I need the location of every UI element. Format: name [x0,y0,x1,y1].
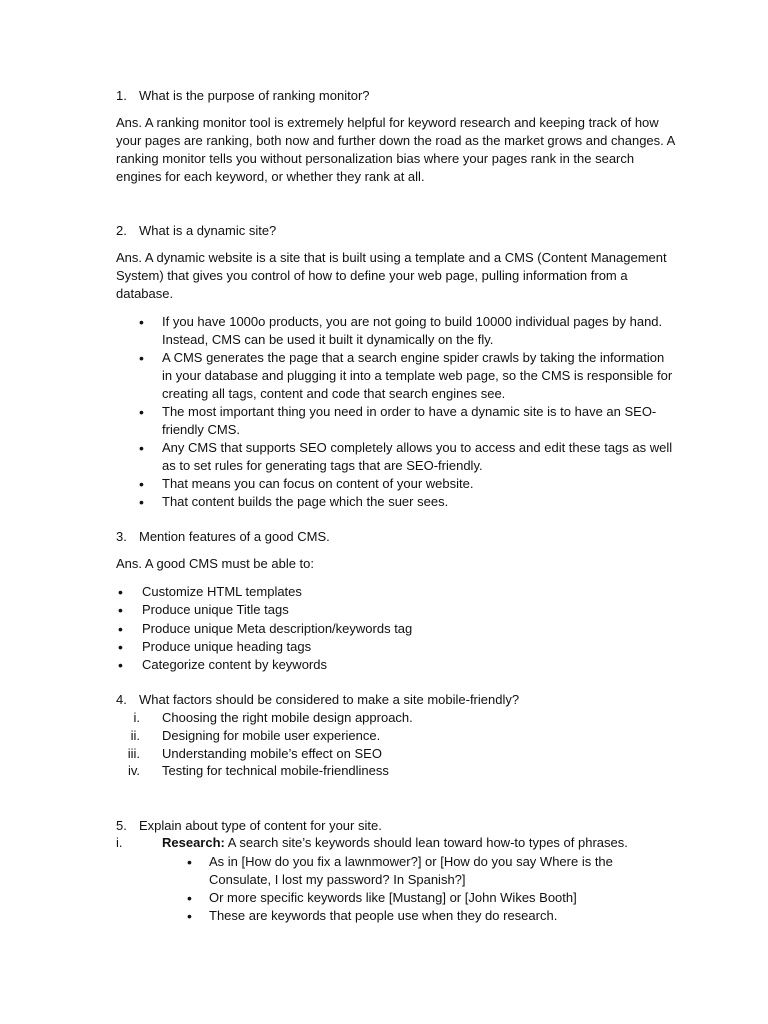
roman-numeral: ii. [130,728,140,743]
question-number: 1. [116,88,127,103]
roman-numeral: i. [116,835,123,850]
bullet-item: • Produce unique Title tags [142,601,289,619]
bullet-item: • That means you can focus on content of your website. [162,475,677,493]
question-3 [116,528,330,546]
bullet-item: • Categorize content by keywords [142,656,327,674]
question-1 [116,87,370,105]
question-text: Mention features of a good CMS. [139,529,330,544]
answer-3: Ans. A good CMS must be able to: [116,556,315,571]
list-item-text: Choosing the right mobile design approach. [162,710,413,725]
answer-1: Ans. A ranking monitor tool is extremely helpful for keyword research and keeping track of how your pages are ranking, both now and further down the road as the market grows and changes. A ranking monitor tells you without personalization bias where your pages rank in the search engines for each keyword, or whether they rank at all. [116,115,675,184]
question-text: What factors should be considered to make a site mobile-friendly? [139,692,520,707]
bullet-item: • A CMS generates the page that a search engine spider crawls by taking the information in your database and plugging it into a template web page, so the CMS is responsible for creating all tags, content and code that search engines see. [162,349,677,403]
question-4 [116,691,519,709]
bullet-item: • Customize HTML templates [142,583,302,601]
question-2 [116,222,276,240]
bullet-item: • These are keywords that people use when they do research. [209,907,629,925]
answer-2: Ans. A dynamic website is a site that is built using a template and a CMS (Content Management System) that gives you control of how to define your web page, pulling information from a database. [116,250,667,301]
bullet-item: • As in [How do you fix a lawnmower?] or [How do you say Where is the Consulate, I lost my password? In Spanish?] [209,853,629,889]
bullet-item: • If you have 1000o products, you are not going to build 10000 individual pages by hand. Instead, CMS can be used it built it dynamically on the fly. [162,313,677,349]
bullet-item: • The most important thing you need in order to have a dynamic site is to have an SEO-friendly CMS. [162,403,677,439]
question-number: 4. [116,692,127,707]
roman-list-item [127,745,382,763]
list-item-text: Designing for mobile user experience. [162,728,381,743]
bullet-item: • That content builds the page which the suer sees. [162,493,677,511]
roman-list-item [127,762,389,780]
question-text: What is the purpose of ranking monitor? [139,88,370,103]
sub-item-text: A search site’s keywords should lean toward how-to types of phrases. [224,835,628,850]
roman-numeral: iii. [127,746,140,761]
roman-list-item [130,727,381,745]
question-number: 3. [116,529,127,544]
bullet-item: • Any CMS that supports SEO completely allows you to access and edit these tags as well as to set rules for generating tags that are SEO-friendly. [162,439,677,475]
question-text: What is a dynamic site? [139,223,277,238]
question-5 [116,817,382,835]
roman-list-item [133,709,413,727]
sub-item-term: Research: [162,835,225,850]
question-number: 2. [116,223,127,238]
list-item-text: Understanding mobile’s effect on SEO [162,746,382,761]
roman-numeral: i. [133,710,140,725]
list-item-text: Testing for technical mobile-friendliness [162,763,389,778]
bullet-item: • Produce unique Meta description/keywords tag [142,620,412,638]
question-text: Explain about type of content for your site. [139,818,382,833]
question-number: 5. [116,818,127,833]
bullet-item: • Or more specific keywords like [Mustang] or [John Wikes Booth] [209,889,629,907]
roman-numeral: iv. [127,763,140,778]
bullet-item: • Produce unique heading tags [142,638,311,656]
sub-item [116,834,628,852]
